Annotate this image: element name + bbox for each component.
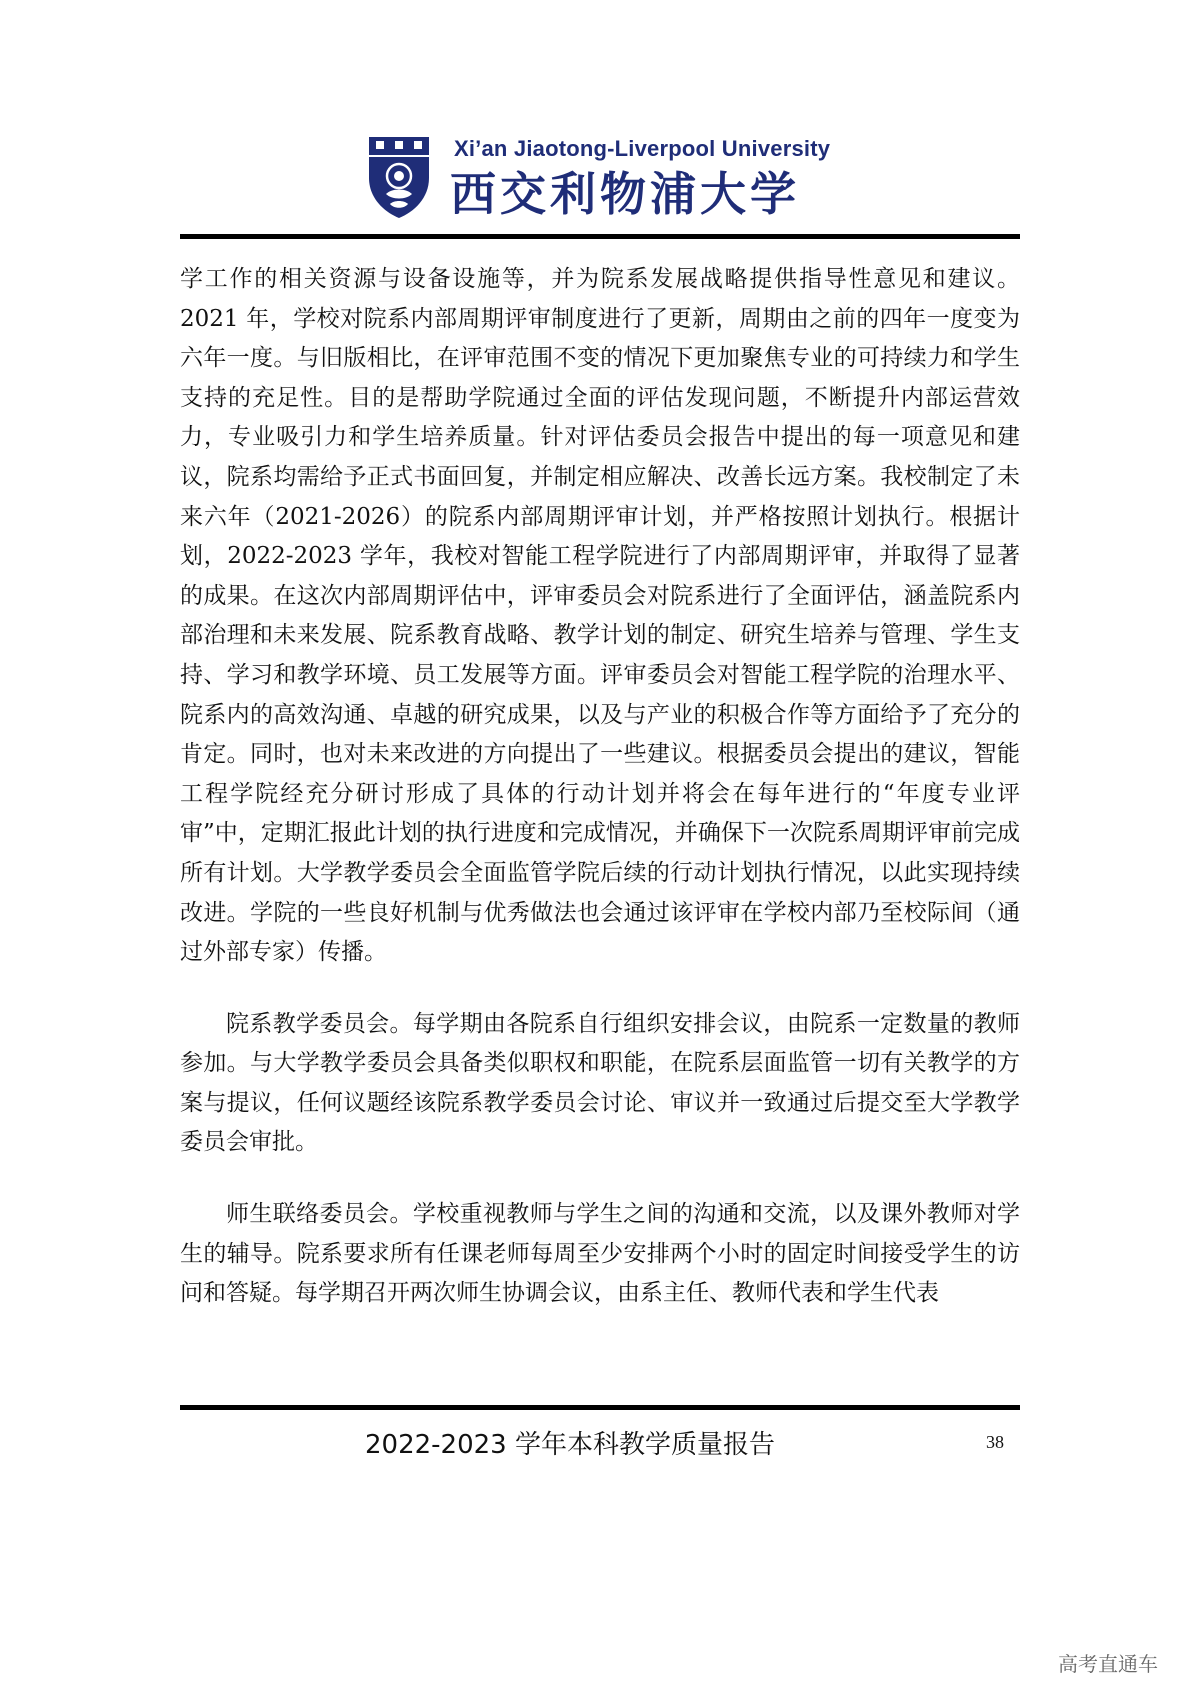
body-paragraph: 师生联络委员会。学校重视教师与学生之间的沟通和交流，以及课外教师对学生的辅导。院系要求所有任课老师每周至少安排两个小时的固定时间接受学生的访问和答疑。每学期召开两次师生协调会议，由系主任、教师代表和学生代表 [180, 1201, 1020, 1307]
body-paragraph: 学工作的相关资源与设备设施等，并为院系发展战略提供指导性意见和建议。2021 年，学校对院系内部周期评审制度进行了更新，周期由之前的四年一度变为六年一度。与旧版相比，在评审范围不变的情况下更加聚焦专业的可持续力和学生支持的充足性。目的是帮助学院通过全面的评估发现问题，不断提升内部运营效力，专业吸引力和学生培养质量。针对评估委员会报告中提出的每一项意见和建议，院系均需给予正式书面回复，并制定相应解决、改善长远方案。我校制定了未来六年（2021-2026）的院系内部周期评审计划，并严格按照计划执行。根据计划，2022-2023 学年，我校对智能工程学院进行了内部周期评审，并取得了显著的成果。在这次内部周期评估中，评审委员会对院系进行了全面评估，涵盖院系内部治理和未来发展、院系教育战略、教学计划的制定、研究生培养与管理、学生支持、学习和教学环境、员工发展等方面。评审委员会对智能工程学院的治理水平、院系内的高效沟通、卓越的研究成果，以及与产业的积极合作等方面给予了充分的肯定。同时，也对未来改进的方向提出了一些建议。根据委员会提出的建议，智能工程学院经充分研讨形成了具体的行动计划并将会在每年进行的“年度专业评审”中，定期汇报此计划的执行进度和完成情况，并确保下一次院系周期评审前完成所有计划。大学教学委员会全面监管学院后续的行动计划执行情况，以此实现持续改进。学院的一些良好机制与优秀做法也会通过该评审在学校内部乃至校际间（通过外部专家）传播。 [180, 266, 1020, 966]
document-body [180, 260, 1020, 1314]
university-name-chinese: 西交利物浦大学 [450, 167, 800, 221]
watermark: 高考直通车 [1058, 1652, 1158, 1676]
page-number: 38 [986, 1432, 1004, 1452]
university-crest-icon [366, 134, 432, 220]
page-header [366, 134, 836, 224]
report-title: 2022-2023 学年本科教学质量报告 [365, 1430, 775, 1460]
footer-divider [180, 1405, 1020, 1410]
university-name-english: Xi’an Jiaotong-Liverpool University [454, 136, 831, 161]
body-paragraph: 院系教学委员会。每学期由各院系自行组织安排会议，由院系一定数量的教师参加。与大学教学委员会具备类似职权和职能，在院系层面监管一切有关教学的方案与提议，任何议题经该院系教学委员会讨论、审议并一致通过后提交至大学教学委员会审批。 [180, 1010, 1020, 1156]
header-divider [180, 234, 1020, 239]
